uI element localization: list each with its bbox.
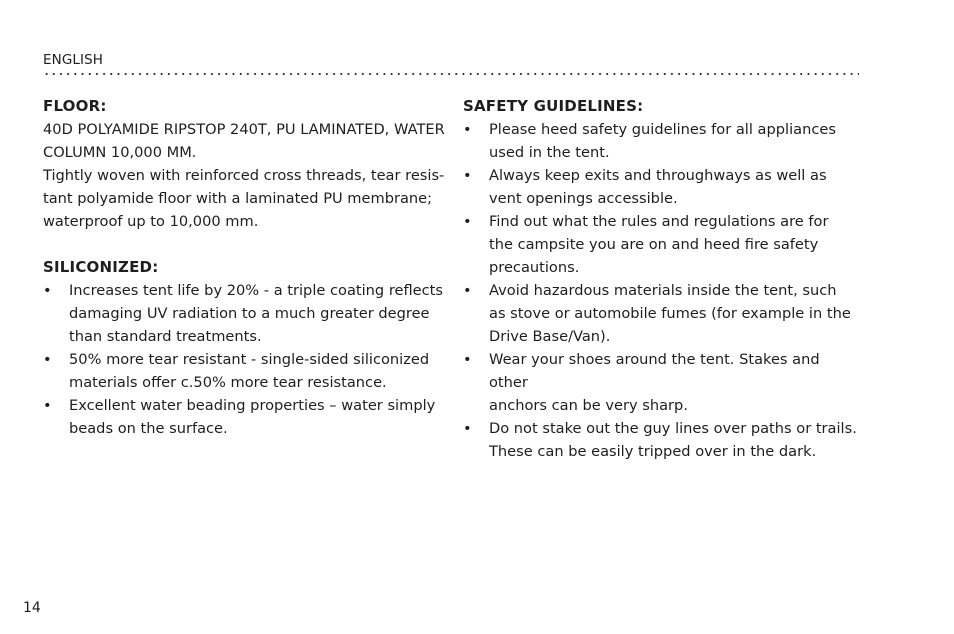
list-item-line: Please heed safety guidelines for all appliances bbox=[489, 121, 836, 138]
bullet-icon: • bbox=[43, 397, 52, 414]
safety-heading: SAFETY GUIDELINES: bbox=[463, 97, 644, 115]
list-item-line: the campsite you are on and heed fire safety bbox=[489, 236, 819, 253]
list-item-line: Wear your shoes around the tent. Stakes and other bbox=[489, 351, 820, 391]
floor-line: 40D POLYAMIDE RIPSTOP 240T, PU LAMINATED, WATER bbox=[43, 121, 445, 138]
floor-line: tant polyamide floor with a laminated PU membrane; bbox=[43, 190, 433, 207]
list-item bbox=[43, 279, 453, 348]
list-item-line: Drive Base/Van). bbox=[489, 328, 611, 345]
left-column bbox=[43, 95, 453, 440]
list-item-line: Do not stake out the guy lines over paths or trails. bbox=[489, 420, 857, 437]
list-item bbox=[43, 394, 453, 440]
list-item-line: Increases tent life by 20% - a triple coating reflects bbox=[69, 282, 443, 299]
list-item-line: materials offer c.50% more tear resistance. bbox=[69, 374, 387, 391]
list-item bbox=[463, 348, 863, 417]
bullet-icon: • bbox=[463, 282, 472, 299]
list-item-line: 50% more tear resistant - single-sided siliconized bbox=[69, 351, 430, 368]
floor-line: Tightly woven with reinforced cross threads, tear resis- bbox=[43, 167, 445, 184]
list-item bbox=[463, 210, 863, 279]
list-item-line: vent openings accessible. bbox=[489, 190, 678, 207]
list-item bbox=[463, 164, 863, 210]
list-item bbox=[463, 279, 863, 348]
page-number: 14 bbox=[23, 600, 41, 616]
bullet-icon: • bbox=[463, 351, 472, 368]
floor-line: waterproof up to 10,000 mm. bbox=[43, 213, 259, 230]
list-item bbox=[463, 417, 863, 463]
dotted-divider bbox=[43, 73, 859, 75]
list-item-line: anchors can be very sharp. bbox=[489, 397, 688, 414]
bullet-icon: • bbox=[43, 282, 52, 299]
bullet-icon: • bbox=[463, 121, 472, 138]
list-item bbox=[43, 348, 453, 394]
safety-list bbox=[463, 118, 863, 463]
right-column bbox=[463, 95, 863, 463]
floor-line: COLUMN 10,000 MM. bbox=[43, 144, 197, 161]
list-item-line: damaging UV radiation to a much greater degree bbox=[69, 305, 430, 322]
list-item-line: Excellent water beading properties – water simply bbox=[69, 397, 436, 414]
siliconized-heading: SILICONIZED: bbox=[43, 258, 159, 276]
language-label: ENGLISH bbox=[43, 52, 104, 68]
list-item-line: than standard treatments. bbox=[69, 328, 262, 345]
list-item-line: Always keep exits and throughways as well as bbox=[489, 167, 827, 184]
floor-heading: FLOOR: bbox=[43, 97, 107, 115]
list-item-line: used in the tent. bbox=[489, 144, 610, 161]
list-item-line: as stove or automobile fumes (for example in the bbox=[489, 305, 851, 322]
list-item-line: precautions. bbox=[489, 259, 580, 276]
bullet-icon: • bbox=[463, 167, 472, 184]
floor-description bbox=[43, 118, 453, 233]
list-item-line: Find out what the rules and regulations are for bbox=[489, 213, 829, 230]
list-item-line: These can be easily tripped over in the dark. bbox=[489, 443, 817, 460]
bullet-icon: • bbox=[463, 213, 472, 230]
list-item-line: Avoid hazardous materials inside the tent, such bbox=[489, 282, 837, 299]
list-item bbox=[463, 118, 863, 164]
siliconized-list bbox=[43, 279, 453, 440]
bullet-icon: • bbox=[43, 351, 52, 368]
list-item-line: beads on the surface. bbox=[69, 420, 228, 437]
bullet-icon: • bbox=[463, 420, 472, 437]
